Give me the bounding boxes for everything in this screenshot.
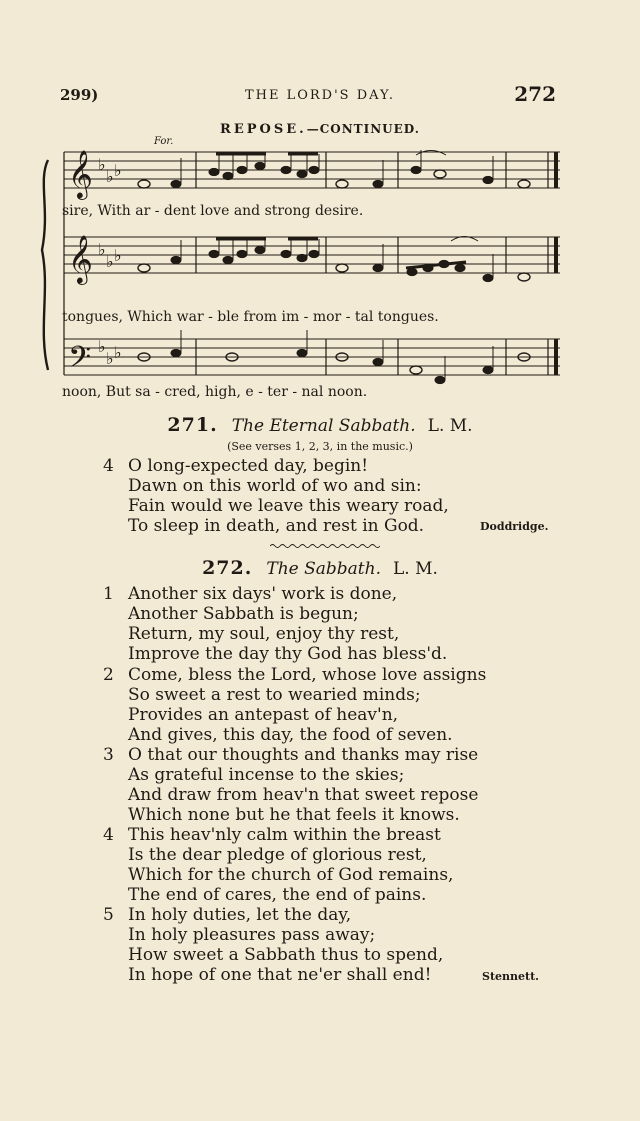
tune-title xyxy=(0,122,640,137)
author-doddridge: Doddridge. xyxy=(480,520,549,533)
verse-line: This heav'nly calm within the breast xyxy=(128,825,441,845)
svg-text:♭: ♭ xyxy=(114,161,122,180)
verse-line: And draw from heav'n that sweet repose xyxy=(128,785,479,805)
key-signatures xyxy=(98,155,122,368)
verse-line: Another Sabbath is begun; xyxy=(128,604,359,624)
music-score xyxy=(36,140,576,405)
verse-number: 3 xyxy=(103,745,114,765)
hymn-meter: L. M. xyxy=(427,416,473,436)
verse-line: How sweet a Sabbath thus to spend, xyxy=(128,945,444,965)
verse-line: O that our thoughts and thanks may rise xyxy=(128,745,479,765)
verse-line: In hope of one that ne'er shall end! xyxy=(128,965,432,985)
verse-line: And gives, this day, the food of seven. xyxy=(128,725,453,745)
system-brace xyxy=(42,160,48,370)
verse-line: O long-expected day, begin! xyxy=(128,456,369,476)
verse-line: In holy pleasures pass away; xyxy=(128,925,376,945)
hymn-272-heading xyxy=(0,557,640,579)
svg-text:♭: ♭ xyxy=(98,337,106,356)
verse-number: 2 xyxy=(103,665,114,685)
verse-number: 4 xyxy=(103,825,114,845)
hymn-number-right: 272 xyxy=(514,82,556,106)
verse-line: Come, bless the Lord, whose love assigns xyxy=(128,665,487,685)
verse-line: To sleep in death, and rest in God. xyxy=(128,516,425,536)
hymn-number: 271. xyxy=(167,414,218,436)
verse-line: Which for the church of God remains, xyxy=(128,865,454,885)
svg-text:♭: ♭ xyxy=(98,240,106,259)
svg-text:♭: ♭ xyxy=(114,343,122,362)
page-number-left: 299) xyxy=(60,86,99,104)
svg-text:♭: ♭ xyxy=(106,167,114,186)
verse-line: Which none but he that feels it knows. xyxy=(128,805,460,825)
hymn-meter: L. M. xyxy=(392,559,438,579)
verse-line: Fain would we leave this weary road, xyxy=(128,496,449,516)
verse-line: Another six days' work is done, xyxy=(128,584,398,604)
hymn-title: The Sabbath. xyxy=(266,559,381,579)
running-head xyxy=(0,82,640,108)
verse-number: 4 xyxy=(103,456,114,476)
verse-line: Is the dear pledge of glorious rest, xyxy=(128,845,427,865)
verse-line: Return, my soul, enjoy thy rest, xyxy=(128,624,400,644)
hymn-number: 272. xyxy=(202,557,253,579)
running-title: THE LORD'S DAY. xyxy=(244,88,396,103)
bass-clef: 𝄢 xyxy=(68,341,92,382)
treble-clef-2: 𝄞 xyxy=(68,234,93,283)
verse-line: In holy duties, let the day, xyxy=(128,905,352,925)
hymn-title: The Eternal Sabbath. xyxy=(231,416,416,436)
lyric-line-1: sire, With ar - dent love and strong desire. xyxy=(62,203,364,219)
svg-text:♭: ♭ xyxy=(98,155,106,174)
treble-clef-1: 𝄞 xyxy=(68,149,93,198)
for-label: For. xyxy=(154,136,174,147)
notes xyxy=(138,150,530,384)
tune-name: REPOSE. xyxy=(220,122,307,137)
verse-line: Dawn on this world of wo and sin: xyxy=(128,476,422,496)
verse-number: 5 xyxy=(103,905,114,925)
svg-text:♭: ♭ xyxy=(114,246,122,265)
final-barlines xyxy=(548,152,556,375)
verse-line: Improve the day thy God has bless'd. xyxy=(128,644,448,664)
verses-note: (See verses 1, 2, 3, in the music.) xyxy=(227,440,413,453)
section-divider xyxy=(270,543,380,549)
tune-continued: —CONTINUED. xyxy=(306,122,420,136)
lyric-line-2: tongues, Which war - ble from im - mor - tal tongues. xyxy=(62,309,439,325)
verse-line: Provides an antepast of heav'n, xyxy=(128,705,399,725)
verse-line: The end of cares, the end of pains. xyxy=(128,885,427,905)
hymn-271-heading xyxy=(0,414,640,436)
author-stennett: Stennett. xyxy=(482,970,540,983)
verse-number: 1 xyxy=(103,584,114,604)
svg-text:♭: ♭ xyxy=(106,252,114,271)
svg-text:♭: ♭ xyxy=(106,349,114,368)
verse-line: As grateful incense to the skies; xyxy=(128,765,405,785)
lyric-line-3: noon, But sa - cred, high, e - ter - nal noon. xyxy=(62,384,368,400)
verse-line: So sweet a rest to wearied minds; xyxy=(128,685,421,705)
